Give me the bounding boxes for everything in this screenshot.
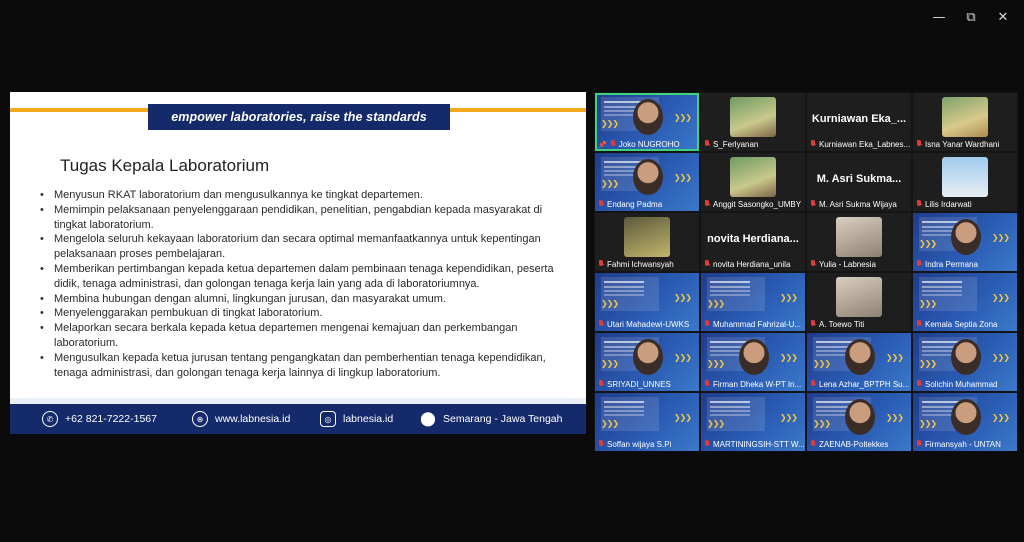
participant-name: Firman Dheka W-PT In... xyxy=(713,380,802,389)
minimize-icon[interactable]: — xyxy=(932,9,946,25)
participant-tile[interactable] xyxy=(913,213,1017,271)
participant-name: Anggit Sasongko_UMBY xyxy=(713,200,802,209)
participant-name: Soffan wijaya S.Pi xyxy=(607,440,672,449)
participant-label xyxy=(701,318,805,331)
participant-label xyxy=(807,318,911,331)
slide-bullet: • Melaporkan secara berkala kepada ketua departemen mengenai kemajuan dan perkembangan laboratorium. xyxy=(40,321,566,351)
participant-avatar xyxy=(836,217,882,257)
arrows-icon: ❯❯❯ xyxy=(919,359,937,368)
globe-icon: ⊕ xyxy=(192,411,208,427)
participant-name: MARTININGSIH-STT W... xyxy=(713,440,805,449)
participant-name: ZAENAB-Poltekkes xyxy=(819,440,889,449)
participant-video xyxy=(739,339,769,375)
participant-label xyxy=(595,258,699,271)
instagram-icon: ◎ xyxy=(320,411,336,427)
slide-bullet: • Memberikan pertimbangan kepada ketua departemen dalam pembinaan tenaga kependidikan, peserta didik, tenaga administrasi, dan golongan tenaga kerja lain yang ada di laboratoriumnya. xyxy=(40,262,566,292)
participant-label xyxy=(595,198,699,211)
arrows-icon: ❯❯❯ xyxy=(707,359,725,368)
participant-name: S_Ferlyanan xyxy=(713,140,759,149)
participant-name: Isna Yanar Wardhani xyxy=(925,140,1000,149)
participant-tile[interactable] xyxy=(595,93,699,151)
participant-tile[interactable] xyxy=(595,153,699,211)
participant-name: Solichin Muhammad xyxy=(925,380,998,389)
participant-tile[interactable] xyxy=(595,333,699,391)
mic-muted-icon xyxy=(598,260,604,269)
participant-tile[interactable] xyxy=(701,153,805,211)
mic-muted-icon xyxy=(704,200,710,209)
arrows-icon: ❯❯❯ xyxy=(707,419,725,428)
arrows-icon: ❯❯❯ xyxy=(885,353,903,362)
mic-muted-icon xyxy=(598,320,604,329)
participant-tile[interactable] xyxy=(595,213,699,271)
slide-banner: empower laboratories, raise the standards xyxy=(148,104,450,130)
footer-location xyxy=(420,404,562,434)
participant-label xyxy=(913,258,1017,271)
mic-muted-icon xyxy=(916,320,922,329)
mic-muted-icon xyxy=(810,380,816,389)
participant-tile[interactable] xyxy=(701,93,805,151)
participant-name: novita Herdiana_unila xyxy=(713,260,791,269)
arrows-icon: ❯❯❯ xyxy=(991,233,1009,242)
whatsapp-icon: ✆ xyxy=(42,411,58,427)
mic-muted-icon xyxy=(598,440,604,449)
window-controls xyxy=(928,6,1014,28)
arrows-icon: ❯❯❯ xyxy=(919,299,937,308)
participant-name: M. Asri Sukma Wijaya xyxy=(819,200,897,209)
shared-screen-slide xyxy=(10,92,586,434)
participant-label xyxy=(595,138,699,151)
mic-muted-icon xyxy=(916,200,922,209)
participant-label xyxy=(701,258,805,271)
participant-tile[interactable] xyxy=(913,153,1017,211)
mic-muted-icon xyxy=(916,440,922,449)
mic-muted-icon xyxy=(704,320,710,329)
participant-name: Indra Permana xyxy=(925,260,978,269)
participant-tile[interactable] xyxy=(807,393,911,451)
slide-bullet: • Menyusun RKAT laboratorium dan mengusulkannya ke tingkat departemen. xyxy=(40,188,566,203)
arrows-icon: ❯❯❯ xyxy=(601,179,619,188)
arrows-icon: ❯❯❯ xyxy=(673,293,691,302)
participant-video xyxy=(845,399,875,435)
arrows-icon: ❯❯❯ xyxy=(991,293,1009,302)
mic-muted-icon xyxy=(810,200,816,209)
participant-video xyxy=(951,339,981,375)
arrows-icon: ❯❯❯ xyxy=(601,419,619,428)
participant-label xyxy=(913,198,1017,211)
mic-muted-icon xyxy=(598,380,604,389)
participant-name-display: novita Herdiana... xyxy=(707,233,799,245)
footer-website xyxy=(192,404,290,434)
mic-muted-icon xyxy=(610,140,616,149)
close-icon[interactable]: ✕ xyxy=(997,9,1009,25)
arrows-icon: ❯❯❯ xyxy=(601,299,619,308)
slide-footer xyxy=(10,404,586,434)
mic-muted-icon xyxy=(704,140,710,149)
slide-bullet: • Mengusulkan kepada ketua jurusan tentang pengangkatan dan pemberhentian tenaga kependidikan, tenaga administrasi, dan golongan tenaga kerja lainnya di lingkup laboratorium. xyxy=(40,351,566,381)
participant-tile[interactable] xyxy=(595,273,699,331)
participant-label xyxy=(913,138,1017,151)
location-pin-icon: ⬤ xyxy=(420,411,436,427)
slide-bullet-list xyxy=(40,188,566,380)
participant-tile[interactable] xyxy=(913,333,1017,391)
participant-video xyxy=(633,159,663,195)
arrows-icon: ❯❯❯ xyxy=(813,419,831,428)
participant-video xyxy=(633,99,663,135)
participant-tile[interactable] xyxy=(807,153,911,211)
arrows-icon: ❯❯❯ xyxy=(601,119,619,128)
arrows-icon: ❯❯❯ xyxy=(779,293,797,302)
arrows-icon: ❯❯❯ xyxy=(919,239,937,248)
participant-avatar xyxy=(730,157,776,197)
participant-label xyxy=(595,438,699,451)
participant-label xyxy=(595,378,699,391)
participant-tile[interactable] xyxy=(701,213,805,271)
participant-gallery xyxy=(594,92,1018,450)
arrows-icon: ❯❯❯ xyxy=(673,173,691,182)
participant-label xyxy=(701,198,805,211)
participant-tile[interactable] xyxy=(807,213,911,271)
mic-muted-icon xyxy=(810,440,816,449)
participant-label xyxy=(807,438,911,451)
mic-muted-icon xyxy=(916,260,922,269)
participant-name: A. Toewo Titi xyxy=(819,320,865,329)
participant-label xyxy=(807,378,911,391)
slide-bullet: • Membina hubungan dengan alumni, lingkungan jurusan, dan masyarakat umum. xyxy=(40,292,566,307)
participant-tile[interactable] xyxy=(595,393,699,451)
participant-name: Kemala Septia Zona xyxy=(925,320,998,329)
arrows-icon: ❯❯❯ xyxy=(673,353,691,362)
arrows-icon: ❯❯❯ xyxy=(779,413,797,422)
participant-avatar xyxy=(836,277,882,317)
footer-instagram-text: labnesia.id xyxy=(343,413,394,425)
arrows-icon: ❯❯❯ xyxy=(707,299,725,308)
participant-tile[interactable] xyxy=(807,93,911,151)
arrows-icon: ❯❯❯ xyxy=(885,413,903,422)
participant-name: Joko NUGROHO xyxy=(618,140,680,149)
participant-video xyxy=(845,339,875,375)
arrows-icon: ❯❯❯ xyxy=(991,353,1009,362)
mic-muted-icon xyxy=(704,260,710,269)
participant-name-display: Kurniawan Eka_... xyxy=(811,113,907,125)
arrows-icon: ❯❯❯ xyxy=(991,413,1009,422)
participant-label xyxy=(913,318,1017,331)
mic-muted-icon xyxy=(810,320,816,329)
participant-video xyxy=(951,219,981,255)
participant-name: Yulia - Labnesia xyxy=(819,260,876,269)
arrows-icon: ❯❯❯ xyxy=(601,359,619,368)
participant-name: Firmansyah - UNTAN xyxy=(925,440,1001,449)
participant-name: Utari Mahadewi-UWKS xyxy=(607,320,690,329)
participant-label xyxy=(701,138,805,151)
participant-label xyxy=(701,378,805,391)
participant-name: Muhammad Fahrizal-U... xyxy=(713,320,802,329)
footer-phone xyxy=(42,404,157,434)
participant-tile[interactable] xyxy=(807,333,911,391)
participant-tile[interactable] xyxy=(807,273,911,331)
participant-label xyxy=(807,258,911,271)
participant-tile[interactable] xyxy=(701,393,805,451)
participant-tile[interactable] xyxy=(701,273,805,331)
mic-muted-icon xyxy=(810,140,816,149)
participant-avatar xyxy=(730,97,776,137)
slide-bullet: • Menyelenggarakan pembukuan di tingkat laboratorium. xyxy=(40,306,566,321)
participant-avatar xyxy=(624,217,670,257)
arrows-icon: ❯❯❯ xyxy=(919,419,937,428)
footer-phone-text: +62 821-7222-1567 xyxy=(65,413,157,425)
participant-label xyxy=(807,138,911,151)
participant-label xyxy=(913,438,1017,451)
arrows-icon: ❯❯❯ xyxy=(779,353,797,362)
slide-bullet: • Mengelola seluruh kekayaan laboratorium dan secara optimal memanfaatkannya untuk kepentingan pelaksanaan proses pembelajaran. xyxy=(40,232,566,262)
footer-instagram xyxy=(320,404,393,434)
participant-avatar xyxy=(942,97,988,137)
slide-title: Tugas Kepala Laboratorium xyxy=(60,156,270,175)
participant-name-display: M. Asri Sukma... xyxy=(816,173,902,185)
arrows-icon: ❯❯❯ xyxy=(813,359,831,368)
participant-name: Lena Azhar_BPTPH Su... xyxy=(819,380,910,389)
mic-muted-icon xyxy=(704,440,710,449)
footer-location-text: Semarang - Jawa Tengah xyxy=(443,413,563,425)
participant-tile[interactable] xyxy=(913,273,1017,331)
participant-label xyxy=(595,318,699,331)
participant-name: Lilis Irdarwati xyxy=(925,200,972,209)
pin-icon: 📌 xyxy=(598,140,607,149)
participant-name: Fahmi Ichwansyah xyxy=(607,260,674,269)
participant-name: SRIYADI_UNNES xyxy=(607,380,671,389)
participant-label xyxy=(913,378,1017,391)
mic-muted-icon xyxy=(916,380,922,389)
participant-label xyxy=(807,198,911,211)
participant-name: Kurniawan Eka_Labnes... xyxy=(819,140,911,149)
arrows-icon: ❯❯❯ xyxy=(673,413,691,422)
participant-name: Endang Padma xyxy=(607,200,663,209)
participant-tile[interactable] xyxy=(701,333,805,391)
participant-tile[interactable] xyxy=(913,93,1017,151)
mic-muted-icon xyxy=(916,140,922,149)
slide-bullet: • Memimpin pelaksanaan penyelenggaraan pendidikan, penelitian, pengabdian kepada masyarakat di tingkat laboratorium. xyxy=(40,203,566,233)
participant-label xyxy=(701,438,805,451)
participant-video xyxy=(951,399,981,435)
participant-video xyxy=(633,339,663,375)
restore-icon[interactable]: ⧉ xyxy=(966,9,976,25)
footer-website-text: www.labnesia.id xyxy=(215,413,291,425)
arrows-icon: ❯❯❯ xyxy=(673,113,691,122)
participant-avatar xyxy=(942,157,988,197)
mic-muted-icon xyxy=(704,380,710,389)
mic-muted-icon xyxy=(810,260,816,269)
mic-muted-icon xyxy=(598,200,604,209)
participant-tile[interactable] xyxy=(913,393,1017,451)
